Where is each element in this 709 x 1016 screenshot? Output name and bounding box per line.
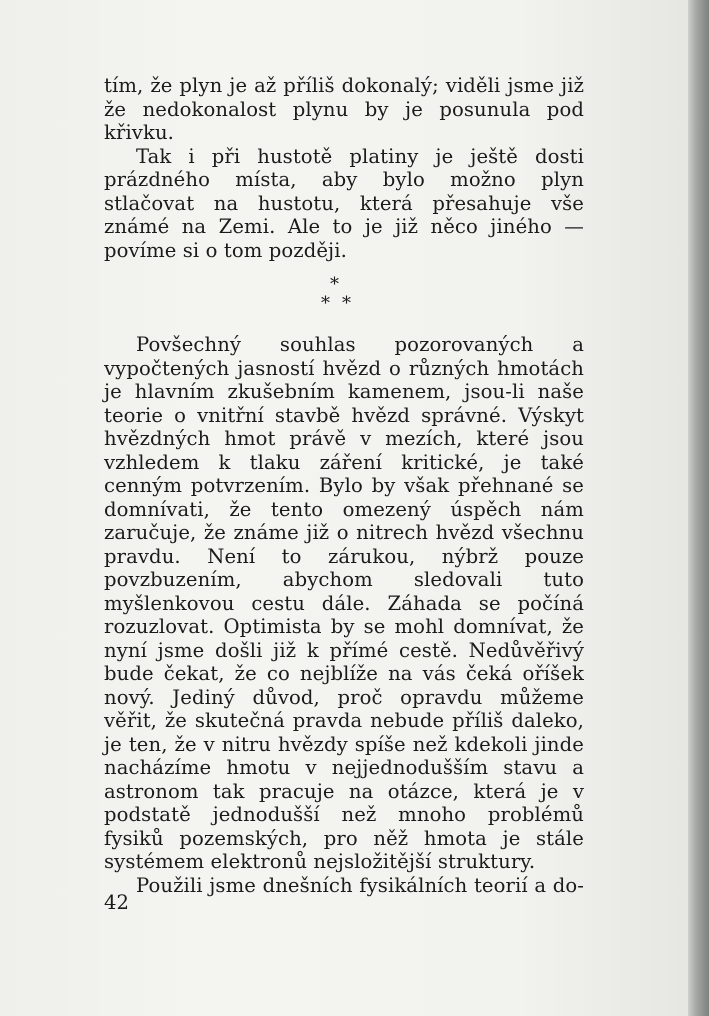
paragraph-continuation: tím, že plyn je až příliš dokonalý; viděli jsme již že nedokonalost plynu by je posunula pod křivku. — [104, 74, 584, 144]
page-edge-shadow — [688, 0, 709, 1016]
page-number: 42 — [104, 891, 129, 914]
asterisk-ornament-icon: * — [342, 293, 352, 314]
paragraph-stellar-theory: Povšechný souhlas pozorovaných a vypočtených jasností hvězd o různých hmotách je hlavním zkušebním kamenem, jsou-li naše teorie o vnitřní stavbě hvězd správné. Výskyt hvězdných hmot právě v mezích, které jsou vzhledem k tlaku záření kritické, je také cenným potvrzením. Bylo by však přehnané se domnívati, že tento omezený úspěch nám zaručuje, že známe již o nitrech hvězd všechnu pravdu. Není to zárukou, nýbrž pouze povzbuzením, abychom sledovali tuto myšlenkovou cestu dále. Záhada se počíná rozuzlovat. Optimista by se mohl domnívat, že nyní jsme došli již k přímé cestě. Nedůvěřivý bude čekat, že co nejblíže na vás čeká oříšek nový. Jediný důvod, proč opravdu můžeme věřit, že skutečná pravda nebude příliš daleko, je ten, že v nitru hvězdy spíše než kdekoli jinde nacházíme hmotu v nejjednodušším stavu a astronom tak pracuje na otázce, která je v podstatě jednodušší než mnoho problémů fysiků pozemských, pro něž hmota je stále systémem elektronů nejsložitější struktury. — [104, 333, 584, 873]
paragraph-platinum-density: Tak i při hustotě platiny je ještě dosti prázdného místa, aby bylo možno plyn stlačovat na hustotu, která přesahuje vše známé na Zemi. Ale to je již něco jiného — povíme si o tom později. — [104, 144, 584, 262]
section-ornament — [104, 262, 584, 333]
asterisk-ornament-icon: * — [321, 293, 331, 314]
asterisk-ornament-icon: * — [330, 274, 340, 295]
paragraph-physical-theories: Použili jsme dnešních fysikálních teorií a do- — [136, 873, 584, 897]
text-body — [104, 74, 584, 897]
